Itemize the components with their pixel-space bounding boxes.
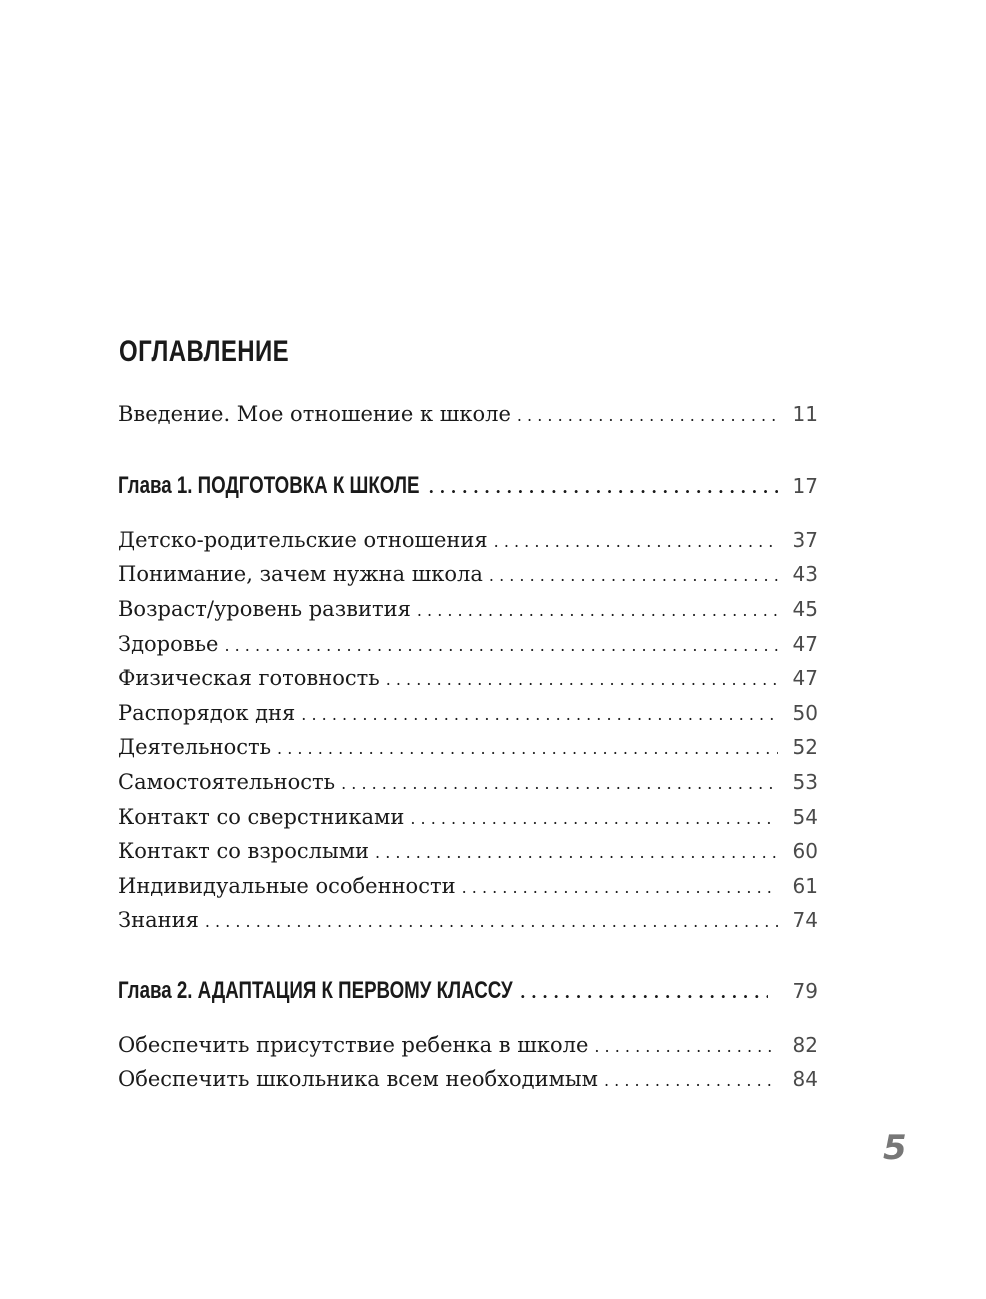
toc-entry-page: 74 [792,908,818,932]
toc-entry[interactable] [118,559,818,589]
toc-entry-label: Возраст/уровень развития [118,597,411,621]
toc-entry-page: 60 [792,839,818,863]
toc-chapter-1[interactable] [118,471,818,501]
toc-entry-label: Обеспечить школьника всем необходимым [118,1067,598,1091]
toc-entry-page: 54 [792,805,818,829]
dot-leader [594,1032,778,1062]
toc-entry-page: 82 [792,1033,818,1057]
dot-leader [341,769,778,799]
toc-entry-label: Здоровье [118,632,219,656]
chapter-title: Глава 2. АДАПТАЦИЯ К ПЕРВОМУ КЛАССУ [118,977,513,1004]
toc-entry-label: Физическая готовность [118,666,380,690]
toc-entry-label: Детско-родительские отношения [118,528,488,552]
toc-entry[interactable] [118,698,818,728]
toc-entry[interactable] [118,836,818,866]
toc-entry-label: Обеспечить присутствие ребенка в школе [118,1033,589,1057]
toc-entry-page: 84 [792,1067,818,1091]
toc-entry-label: Самостоятельность [118,770,336,794]
dot-leader [489,561,778,591]
toc-entry-page: 47 [792,632,818,656]
toc-entry[interactable] [118,629,818,659]
toc-entry[interactable] [118,594,818,624]
toc-entry-page: 43 [792,562,818,586]
toc-entry-page: 11 [792,402,818,426]
toc-entry[interactable] [118,1030,818,1060]
toc-entry-label: Знания [118,908,199,932]
toc-entry-label: Контакт со сверстниками [118,805,405,829]
dot-leader [494,527,778,557]
toc-entry[interactable] [118,1064,818,1094]
toc-entry-page: 52 [792,735,818,759]
dot-leader [462,873,778,903]
dot-leader [604,1066,778,1096]
toc-entry-intro[interactable] [118,399,818,429]
dot-leader [386,665,778,695]
toc-entry-label: Понимание, зачем нужна школа [118,562,483,586]
dot-leader [375,838,778,868]
toc-entry[interactable] [118,905,818,935]
toc-entry[interactable] [118,871,818,901]
chapter-page: 79 [792,979,818,1003]
chapter-title: Глава 1. ПОДГОТОВКА К ШКОЛЕ [118,472,420,499]
dot-leader [301,700,778,730]
toc-entry-page: 37 [792,528,818,552]
chapter-page: 17 [792,474,818,498]
toc-entry-page: 53 [792,770,818,794]
toc-entry-label: Распорядок дня [118,701,296,725]
toc-heading: ОГЛАВЛЕНИЕ [119,335,290,368]
toc-entry-page: 45 [792,597,818,621]
toc-entry-label: Индивидуальные особенности [118,874,456,898]
dot-leader [224,631,778,661]
page-number: 5 [883,1128,907,1168]
toc-entry[interactable] [118,663,818,693]
toc-entry-page: 61 [792,874,818,898]
toc-entry[interactable] [118,732,818,762]
toc-entry[interactable] [118,525,818,555]
dot-leader [429,473,778,503]
toc-entry-label: Деятельность [118,735,272,759]
toc-entry-page: 47 [792,666,818,690]
dot-leader [205,907,778,937]
toc-entry-page: 50 [792,701,818,725]
dot-leader [277,734,778,764]
dot-leader [520,978,768,1008]
dot-leader [410,804,778,834]
toc-entry-label: Введение. Мое отношение к школе [118,402,511,426]
toc-entry[interactable] [118,767,818,797]
toc-entry[interactable] [118,802,818,832]
dot-leader [517,401,778,431]
dot-leader [417,596,778,626]
toc-entry-label: Контакт со взрослыми [118,839,370,863]
toc-chapter-2[interactable] [118,976,818,1006]
